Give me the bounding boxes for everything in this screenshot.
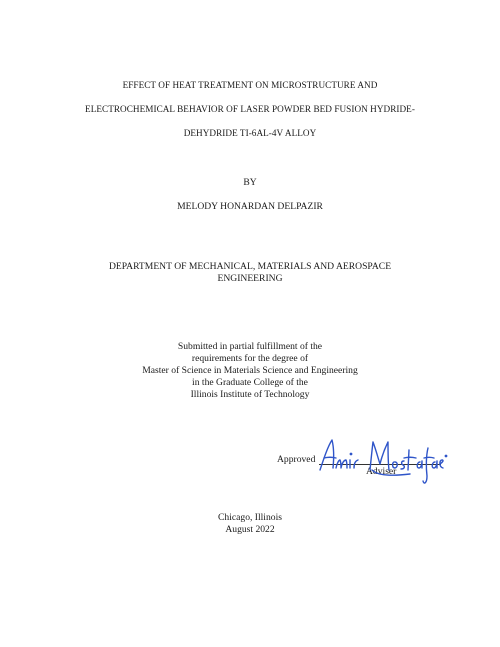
title-line-2: ELECTROCHEMICAL BEHAVIOR OF LASER POWDER BED FUSION HYDRIDE-	[85, 104, 415, 114]
place: Chicago, Illinois	[218, 512, 282, 523]
adviser-signature	[314, 436, 448, 488]
date: August 2022	[225, 524, 275, 535]
department-line-2: ENGINEERING	[217, 273, 283, 284]
submission-line-2: requirements for the degree of	[191, 353, 309, 364]
title-line-1: EFFECT OF HEAT TREATMENT ON MICROSTRUCTURE AND	[122, 80, 378, 90]
submission-line-1: Submitted in partial fulfillment of the	[177, 341, 323, 352]
approval-block	[276, 444, 446, 488]
submission-line-4: in the Graduate College of the	[192, 377, 308, 388]
author-name: MELODY HONARDAN DELPAZIR	[177, 201, 323, 212]
approved-label: Approved	[277, 454, 316, 465]
by-label: BY	[243, 177, 257, 188]
submission-line-3: Master of Science in Materials Science and Engineering	[142, 365, 358, 376]
submission-line-5: Illinois Institute of Technology	[190, 389, 310, 400]
adviser-label: Adviser	[366, 466, 397, 477]
department-line-1: DEPARTMENT OF MECHANICAL, MATERIALS AND AEROSPACE	[108, 261, 392, 272]
title-line-3: DEHYDRIDE TI-6AL-4V ALLOY	[183, 128, 317, 138]
